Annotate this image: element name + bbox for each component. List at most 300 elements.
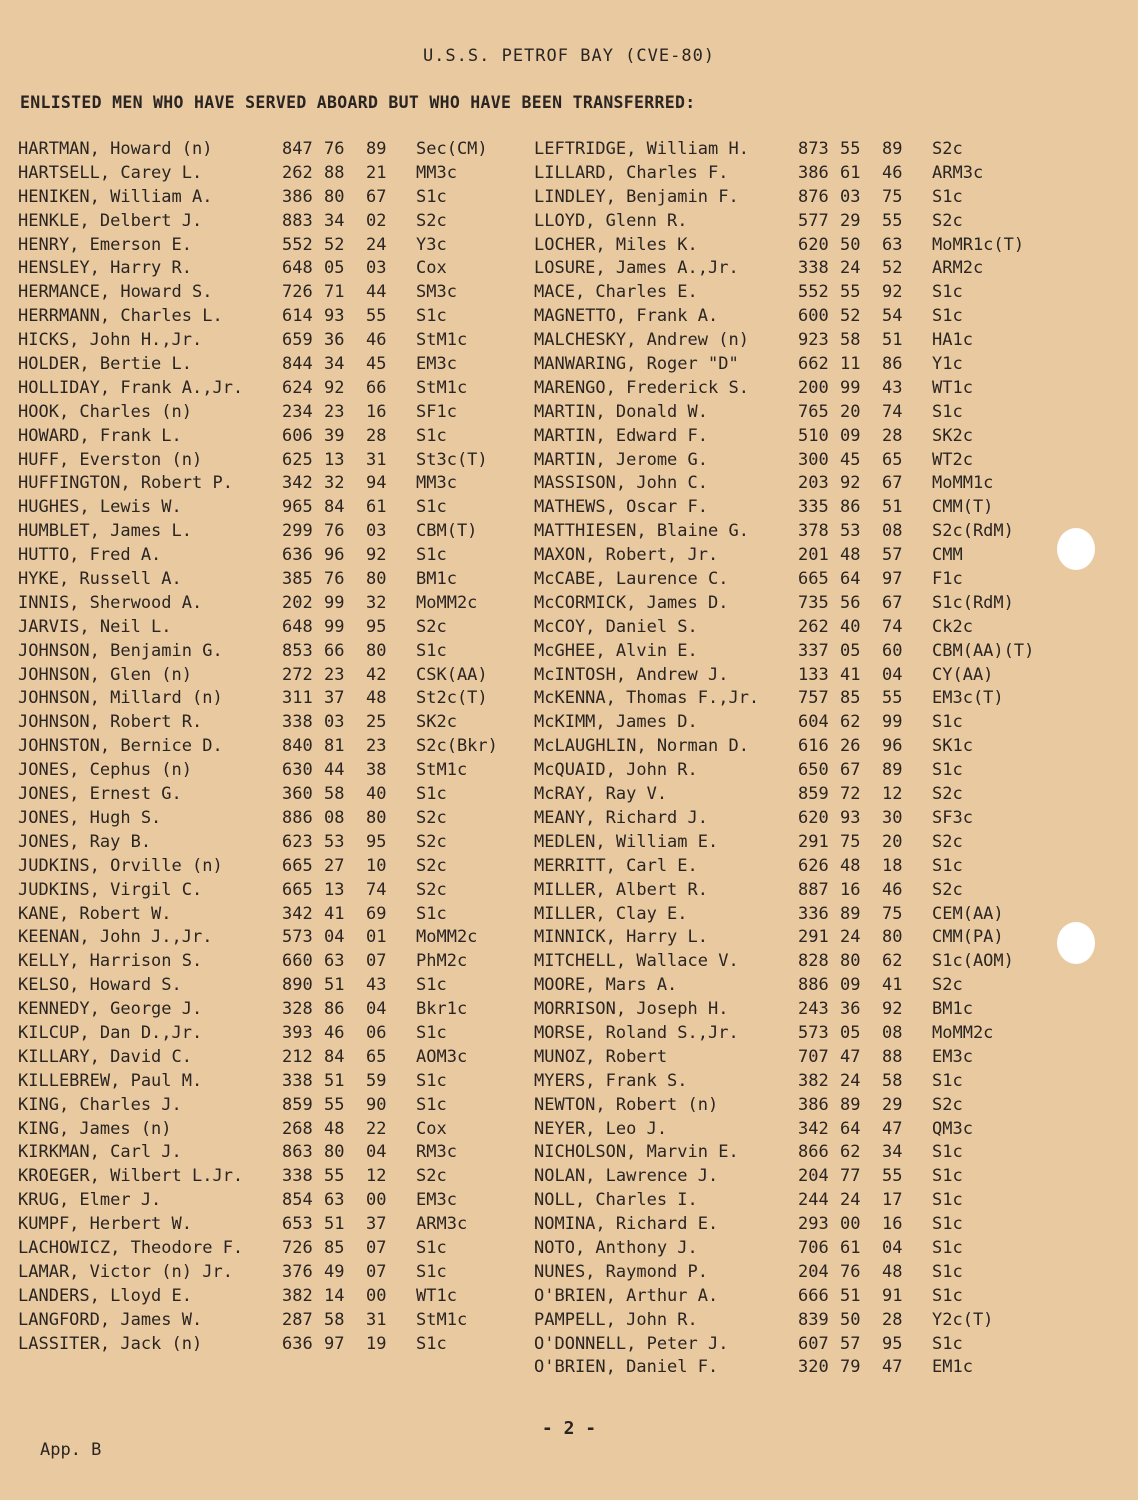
service-number-part: 18 [882, 855, 903, 876]
rating: S1c [932, 401, 963, 422]
service-number-part: 16 [840, 879, 861, 900]
sailor-name: KROEGER, Wilbert L.Jr. [18, 1166, 244, 1187]
roster-entry [534, 1356, 1034, 1380]
service-number-part: 06 [366, 1022, 387, 1043]
service-number-part: 386 [282, 186, 313, 207]
sailor-name: McQUAID, John R. [534, 760, 698, 781]
service-number-part: 07 [366, 1261, 387, 1282]
service-number-part: 335 [798, 497, 829, 518]
service-number-part: 97 [882, 569, 903, 590]
service-number-part: 614 [282, 306, 313, 327]
service-number-part: 67 [882, 473, 903, 494]
service-number-part: 29 [882, 1094, 903, 1115]
sailor-name: HERMANCE, Howard S. [18, 282, 213, 303]
sailor-name: MATTHIESEN, Blaine G. [534, 521, 749, 542]
sailor-name: KILLEBREW, Paul M. [18, 1070, 203, 1091]
service-number-part: 04 [882, 1237, 903, 1258]
service-number-part: 859 [282, 1094, 313, 1115]
rating: S2c [932, 975, 963, 996]
sailor-name: JUDKINS, Virgil C. [18, 879, 203, 900]
sailor-name: LOCHER, Miles K. [534, 234, 698, 255]
sailor-name: NOLL, Charles I. [534, 1190, 698, 1211]
service-number-part: 67 [840, 760, 861, 781]
rating: S1c [932, 1166, 963, 1187]
service-number-part: 552 [798, 282, 829, 303]
service-number-part: 201 [798, 545, 829, 566]
service-number-part: 74 [366, 879, 387, 900]
service-number-part: 05 [840, 640, 861, 661]
roster-entry [18, 329, 498, 353]
service-number-part: 39 [324, 425, 345, 446]
service-number-part: 653 [282, 1214, 313, 1235]
rating: S1c [932, 282, 963, 303]
roster-entry [18, 759, 498, 783]
sailor-name: HOWARD, Frank L. [18, 425, 182, 446]
document-subtitle: ENLISTED MEN WHO HAVE SERVED ABOARD BUT WHO HAVE BEEN TRANSFERRED: [20, 93, 696, 112]
service-number-part: 96 [882, 736, 903, 757]
sailor-name: MALCHESKY, Andrew (n) [534, 330, 749, 351]
service-number-part: 360 [282, 784, 313, 805]
service-number-part: 92 [324, 377, 345, 398]
service-number-part: 99 [840, 377, 861, 398]
rating: S1c [416, 903, 447, 924]
service-number-part: 47 [882, 1357, 903, 1378]
service-number-part: 31 [366, 449, 387, 470]
service-number-part: 72 [840, 784, 861, 805]
roster-entry [18, 425, 498, 449]
service-number-part: 99 [324, 592, 345, 613]
rating: StM1c [416, 330, 468, 351]
sailor-name: HOLDER, Bertie L. [18, 354, 192, 375]
service-number-part: 71 [324, 282, 345, 303]
roster-entry [18, 616, 498, 640]
rating: S1c [932, 1261, 963, 1282]
service-number-part: 636 [282, 545, 313, 566]
roster-entry [18, 234, 498, 258]
roster-entry [18, 711, 498, 735]
sailor-name: LOSURE, James A.,Jr. [534, 258, 739, 279]
service-number-part: 21 [366, 162, 387, 183]
rating: CBM(AA)(T) [932, 640, 1035, 661]
service-number-part: 573 [282, 927, 313, 948]
service-number-part: 03 [366, 258, 387, 279]
rating: S1c [416, 306, 447, 327]
roster-entry [534, 1309, 1034, 1333]
rating: S1c [932, 186, 963, 207]
service-number-part: 55 [840, 282, 861, 303]
rating: SK2c [932, 425, 973, 446]
service-number-part: 32 [324, 473, 345, 494]
roster-entry [534, 711, 1034, 735]
service-number-part: 510 [798, 425, 829, 446]
roster-entry [534, 735, 1034, 759]
sailor-name: NEWTON, Robert (n) [534, 1094, 719, 1115]
sailor-name: HENRY, Emerson E. [18, 234, 192, 255]
sailor-name: MARTIN, Edward F. [534, 425, 708, 446]
service-number-part: 93 [840, 807, 861, 828]
service-number-part: 57 [840, 1333, 861, 1354]
service-number-part: 300 [798, 449, 829, 470]
rating: Sec(CM) [416, 139, 488, 159]
sailor-name: JOHNSON, Millard (n) [18, 688, 223, 709]
sailor-name: LEFTRIDGE, William H. [534, 139, 749, 159]
service-number-part: 624 [282, 377, 313, 398]
rating: S1c(RdM) [932, 592, 1014, 613]
rating: WT2c [932, 449, 973, 470]
service-number-part: 02 [366, 210, 387, 231]
service-number-part: 90 [366, 1094, 387, 1115]
service-number-part: 291 [798, 927, 829, 948]
document-title: U.S.S. PETROF BAY (CVE-80) [422, 46, 716, 66]
service-number-part: 873 [798, 139, 829, 159]
rating: S2c [416, 1166, 447, 1187]
roster-entry [534, 425, 1034, 449]
service-number-part: 659 [282, 330, 313, 351]
service-number-part: 665 [282, 855, 313, 876]
rating: S2c [932, 1094, 963, 1115]
rating: MoMM2c [416, 927, 478, 948]
rating: SK2c [416, 712, 457, 733]
service-number-part: 57 [882, 545, 903, 566]
service-number-part: 55 [840, 139, 861, 159]
service-number-part: 65 [882, 449, 903, 470]
service-number-part: 604 [798, 712, 829, 733]
service-number-part: 311 [282, 688, 313, 709]
service-number-part: 69 [366, 903, 387, 924]
service-number-part: 58 [324, 784, 345, 805]
rating: S2c(RdM) [932, 521, 1014, 542]
service-number-part: 89 [366, 139, 387, 159]
service-number-part: 88 [882, 1046, 903, 1067]
sailor-name: KEENAN, John J.,Jr. [18, 927, 213, 948]
service-number-part: 61 [840, 162, 861, 183]
rating: S1c [932, 1070, 963, 1091]
sailor-name: KING, Charles J. [18, 1094, 182, 1115]
rating: S2c [416, 855, 447, 876]
service-number-part: 61 [366, 497, 387, 518]
roster-entry [18, 831, 498, 855]
service-number-part: 04 [324, 927, 345, 948]
appendix-label: App. B [40, 1440, 102, 1460]
sailor-name: HYKE, Russell A. [18, 569, 182, 590]
sailor-name: McRAY, Ray V. [534, 784, 668, 805]
roster-entry [18, 138, 498, 162]
sailor-name: HICKS, John H.,Jr. [18, 330, 203, 351]
service-number-part: 76 [840, 1261, 861, 1282]
service-number-part: 30 [882, 807, 903, 828]
sailor-name: KILLARY, David C. [18, 1046, 192, 1067]
service-number-part: 62 [882, 951, 903, 972]
service-number-part: 16 [882, 1214, 903, 1235]
roster-entry [534, 544, 1034, 568]
service-number-part: 20 [840, 401, 861, 422]
roster-entry [534, 879, 1034, 903]
sailor-name: MAGNETTO, Frank A. [534, 306, 719, 327]
service-number-part: 244 [798, 1190, 829, 1211]
service-number-part: 552 [282, 234, 313, 255]
service-number-part: 866 [798, 1142, 829, 1163]
service-number-part: 607 [798, 1333, 829, 1354]
rating: S1c [416, 640, 447, 661]
service-number-part: 20 [882, 831, 903, 852]
roster-entry [534, 1285, 1034, 1309]
service-number-part: 623 [282, 831, 313, 852]
service-number-part: 11 [840, 354, 861, 375]
service-number-part: 97 [324, 1333, 345, 1354]
roster-entry [534, 1070, 1034, 1094]
service-number-part: 03 [324, 712, 345, 733]
service-number-part: 268 [282, 1118, 313, 1139]
sailor-name: LACHOWICZ, Theodore F. [18, 1237, 244, 1258]
roster-entry [18, 281, 498, 305]
rating: Ck2c [932, 616, 973, 637]
service-number-part: 55 [324, 1094, 345, 1115]
service-number-part: 48 [366, 688, 387, 709]
service-number-part: 41 [840, 664, 861, 685]
sailor-name: JOHNSON, Robert R. [18, 712, 203, 733]
service-number-part: 49 [324, 1261, 345, 1282]
service-number-part: 636 [282, 1333, 313, 1354]
service-number-part: 80 [882, 927, 903, 948]
rating: S2c [416, 807, 447, 828]
service-number-part: 262 [798, 616, 829, 637]
service-number-part: 378 [798, 521, 829, 542]
service-number-part: 77 [840, 1166, 861, 1187]
rating: MoMM2c [932, 1022, 994, 1043]
sailor-name: MYERS, Frank S. [534, 1070, 688, 1091]
roster-entry [18, 903, 498, 927]
roster-entry [534, 1094, 1034, 1118]
service-number-part: 99 [324, 616, 345, 637]
rating: S2c [416, 879, 447, 900]
roster-entry [534, 903, 1034, 927]
service-number-part: 64 [840, 569, 861, 590]
service-number-part: 876 [798, 186, 829, 207]
roster-entry [534, 616, 1034, 640]
service-number-part: 863 [282, 1142, 313, 1163]
roster-entry [18, 1285, 498, 1309]
sailor-name: HUMBLET, James L. [18, 521, 192, 542]
rating: S1c [932, 760, 963, 781]
rating: S1c [416, 975, 447, 996]
service-number-part: 24 [840, 927, 861, 948]
service-number-part: 13 [324, 879, 345, 900]
service-number-part: 03 [366, 521, 387, 542]
roster-entry [18, 735, 498, 759]
roster-entry [534, 210, 1034, 234]
service-number-part: 573 [798, 1022, 829, 1043]
roster-entry [18, 783, 498, 807]
roster-entry [18, 1118, 498, 1142]
service-number-part: 45 [840, 449, 861, 470]
service-number-part: 67 [366, 186, 387, 207]
roster-entry [534, 1165, 1034, 1189]
service-number-part: 65 [366, 1046, 387, 1067]
rating: BM1c [416, 569, 457, 590]
service-number-part: 14 [324, 1285, 345, 1306]
service-number-part: 84 [324, 497, 345, 518]
rating: AOM3c [416, 1046, 468, 1067]
rating: S1c [932, 1333, 963, 1354]
sailor-name: NUNES, Raymond P. [534, 1261, 708, 1282]
service-number-part: 74 [882, 401, 903, 422]
service-number-part: 37 [366, 1214, 387, 1235]
service-number-part: 89 [840, 903, 861, 924]
sailor-name: HOOK, Charles (n) [18, 401, 192, 422]
rating: Y1c [932, 354, 963, 375]
service-number-part: 31 [366, 1309, 387, 1330]
sailor-name: JONES, Cephus (n) [18, 760, 192, 781]
sailor-name: McGHEE, Alvin E. [534, 640, 698, 661]
service-number-part: 393 [282, 1022, 313, 1043]
punch-hole [1057, 922, 1095, 964]
sailor-name: HUGHES, Lewis W. [18, 497, 182, 518]
service-number-part: 40 [366, 784, 387, 805]
service-number-part: 10 [366, 855, 387, 876]
rating: F1c [932, 569, 963, 590]
roster-entry [18, 879, 498, 903]
rating: S2c [416, 831, 447, 852]
service-number-part: 23 [324, 664, 345, 685]
service-number-part: 19 [366, 1333, 387, 1354]
service-number-part: 63 [324, 951, 345, 972]
sailor-name: MASSISON, John C. [534, 473, 708, 494]
rating: CBM(T) [416, 521, 478, 542]
sailor-name: KIRKMAN, Carl J. [18, 1142, 182, 1163]
sailor-name: MACE, Charles E. [534, 282, 698, 303]
service-number-part: 338 [282, 1070, 313, 1091]
sailor-name: O'BRIEN, Daniel F. [534, 1357, 719, 1378]
sailor-name: HERRMANN, Charles L. [18, 306, 223, 327]
sailor-name: INNIS, Sherwood A. [18, 592, 203, 613]
service-number-part: 630 [282, 760, 313, 781]
service-number-part: 85 [324, 1237, 345, 1258]
sailor-name: KELLY, Harrison S. [18, 951, 203, 972]
service-number-part: 64 [840, 1118, 861, 1139]
sailor-name: PAMPELL, John R. [534, 1309, 698, 1330]
roster-entry [18, 1165, 498, 1189]
rating: S1c [416, 784, 447, 805]
service-number-part: 650 [798, 760, 829, 781]
rating: S1c [416, 497, 447, 518]
rating: S1c [416, 1261, 447, 1282]
rating: StM1c [416, 760, 468, 781]
roster-entry [534, 1333, 1034, 1357]
sailor-name: KILCUP, Dan D.,Jr. [18, 1022, 203, 1043]
roster-entry [18, 664, 498, 688]
rating: CSK(AA) [416, 664, 488, 685]
service-number-part: 46 [366, 330, 387, 351]
roster-entry [534, 1213, 1034, 1237]
roster-entry [534, 1022, 1034, 1046]
roster-entry [18, 449, 498, 473]
service-number-part: 757 [798, 688, 829, 709]
service-number-part: 37 [324, 688, 345, 709]
service-number-part: 620 [798, 807, 829, 828]
rating: SF3c [932, 807, 973, 828]
service-number-part: 291 [798, 831, 829, 852]
rating: MM3c [416, 473, 457, 494]
rating: S1c [416, 1237, 447, 1258]
service-number-part: 34 [882, 1142, 903, 1163]
roster-entry [534, 162, 1034, 186]
service-number-part: 44 [366, 282, 387, 303]
service-number-part: 46 [882, 879, 903, 900]
service-number-part: 48 [840, 855, 861, 876]
roster-entry [534, 353, 1034, 377]
rating: S1c [416, 1094, 447, 1115]
service-number-part: 735 [798, 592, 829, 613]
rating: St3c(T) [416, 449, 488, 470]
service-number-part: 41 [882, 975, 903, 996]
rating: S2c [932, 831, 963, 852]
roster-entry [534, 1046, 1034, 1070]
rating: WT1c [416, 1285, 457, 1306]
service-number-part: 965 [282, 497, 313, 518]
rating: S1c [416, 186, 447, 207]
roster-entry [18, 186, 498, 210]
roster-entry [18, 1094, 498, 1118]
roster-entry [18, 377, 498, 401]
service-number-part: 07 [366, 951, 387, 972]
roster-entry [18, 687, 498, 711]
service-number-part: 26 [840, 736, 861, 757]
sailor-name: MARENGO, Frederick S. [534, 377, 749, 398]
roster-entry [534, 664, 1034, 688]
service-number-part: 03 [840, 186, 861, 207]
rating: EM3c [416, 1190, 457, 1211]
service-number-part: 80 [366, 569, 387, 590]
service-number-part: 96 [324, 545, 345, 566]
rating: S1c [932, 1190, 963, 1211]
service-number-part: 22 [366, 1118, 387, 1139]
sailor-name: NOTO, Anthony J. [534, 1237, 698, 1258]
rating: CEM(AA) [932, 903, 1004, 924]
service-number-part: 48 [882, 1261, 903, 1282]
sailor-name: O'DONNELL, Peter J. [534, 1333, 729, 1354]
service-number-part: 338 [282, 1166, 313, 1187]
rating: MoMR1c(T) [932, 234, 1025, 255]
rating: PhM2c [416, 951, 468, 972]
service-number-part: 04 [882, 664, 903, 685]
service-number-part: 620 [798, 234, 829, 255]
service-number-part: 839 [798, 1309, 829, 1330]
roster-entry [534, 640, 1034, 664]
sailor-name: McCOY, Daniel S. [534, 616, 698, 637]
service-number-part: 67 [882, 592, 903, 613]
service-number-part: 58 [840, 330, 861, 351]
service-number-part: 95 [366, 831, 387, 852]
roster-entry [18, 1189, 498, 1213]
sailor-name: MUNOZ, Robert [534, 1046, 668, 1067]
sailor-name: HENIKEN, William A. [18, 186, 213, 207]
sailor-name: NEYER, Leo J. [534, 1118, 668, 1139]
service-number-part: 01 [366, 927, 387, 948]
roster-entry [18, 257, 498, 281]
rating: Cox [416, 258, 447, 279]
roster-entry [18, 1070, 498, 1094]
service-number-part: 887 [798, 879, 829, 900]
roster-entry [534, 855, 1034, 879]
service-number-part: 36 [840, 999, 861, 1020]
service-number-part: 883 [282, 210, 313, 231]
service-number-part: 46 [324, 1022, 345, 1043]
sailor-name: MORSE, Roland S.,Jr. [534, 1022, 739, 1043]
roster-entry [534, 281, 1034, 305]
sailor-name: MEDLEN, William E. [534, 831, 719, 852]
service-number-part: 577 [798, 210, 829, 231]
service-number-part: 204 [798, 1261, 829, 1282]
